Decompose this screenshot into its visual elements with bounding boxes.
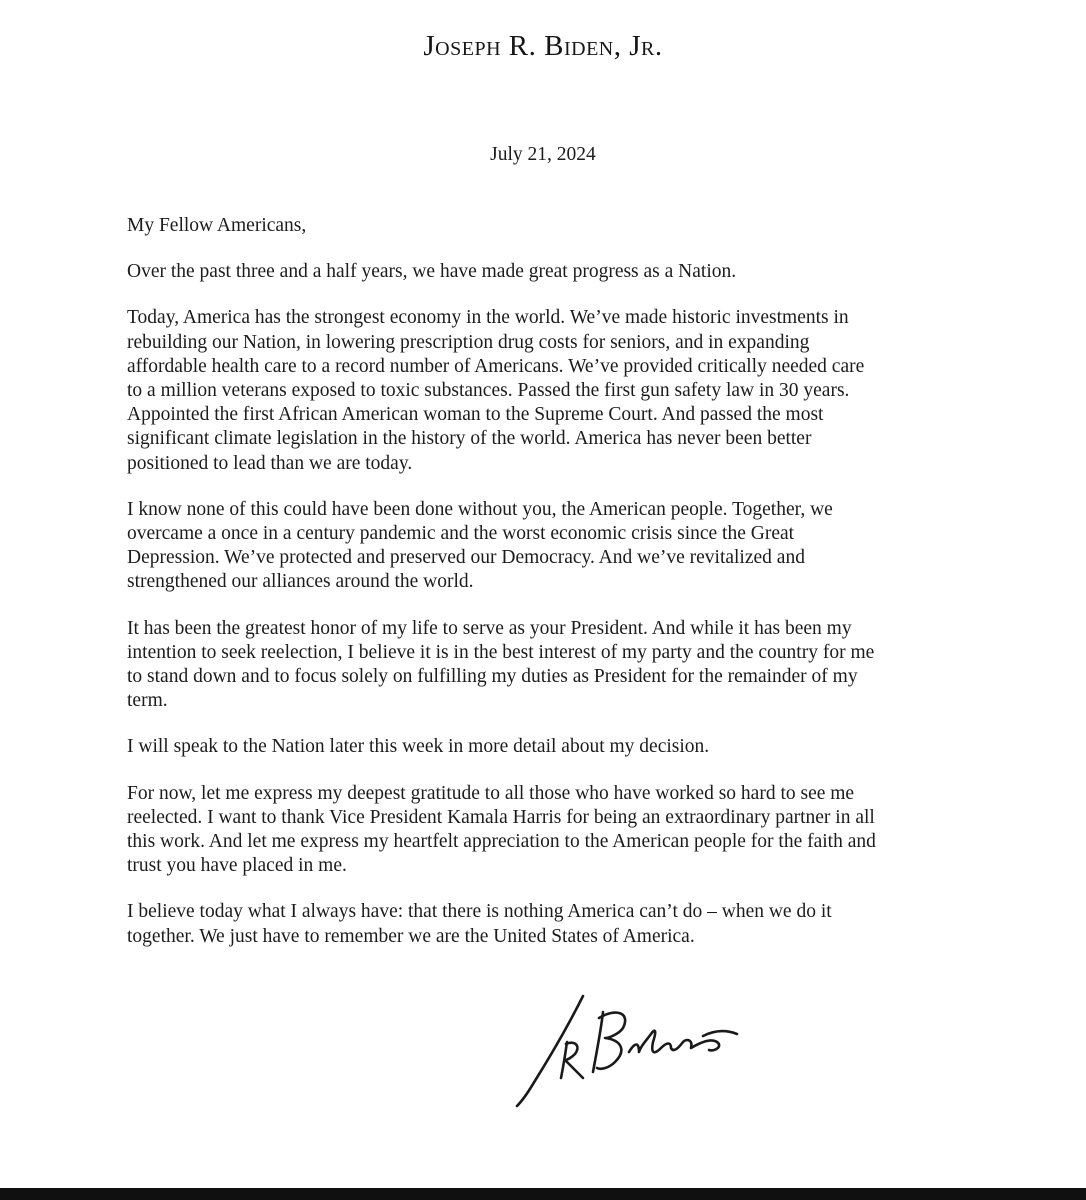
paragraph-line: For now, let me express my deepest gratitude to all those who have worked so hard to see me (127, 782, 855, 804)
paragraph-line: intention to seek reelection, I believe it is in the best interest of my party and the country for me (127, 641, 875, 663)
paragraph-4 (127, 617, 957, 714)
paragraph-line: Depression. We’ve protected and preserved our Democracy. And we’ve revitalized and (127, 547, 805, 569)
paragraph-line: It has been the greatest honor of my life to serve as your President. And while it has been my (127, 617, 852, 639)
signature (505, 990, 775, 1110)
paragraph-line: term. (127, 690, 168, 712)
letter-body (127, 214, 957, 971)
paragraph-line: to a million veterans exposed to toxic substances. Passed the first gun safety law in 30 years. (127, 380, 850, 402)
paragraph-line: this work. And let me express my heartfelt appreciation to the American people for the faith and (127, 831, 876, 853)
paragraph-line: Appointed the first African American woman to the Supreme Court. And passed the most (127, 404, 824, 426)
paragraph-line: I will speak to the Nation later this week in more detail about my decision. (127, 736, 710, 758)
letter-date: July 21, 2024 (490, 144, 596, 165)
paragraph-line: I believe today what I always have: that there is nothing America can’t do – when we do it (127, 901, 832, 923)
paragraph-line: strengthened our alliances around the world. (127, 571, 474, 593)
paragraph-line: Over the past three and a half years, we have made great progress as a Nation. (127, 261, 737, 283)
paragraph-line: to stand down and to focus solely on fulfilling my duties as President for the remainder of my (127, 666, 858, 688)
salutation: My Fellow Americans, (127, 215, 307, 236)
paragraph-line: Today, America has the strongest economy in the world. We’ve made historic investments in (127, 307, 849, 329)
paragraph-2 (127, 306, 957, 475)
paragraph-line: trust you have placed in me. (127, 855, 347, 877)
paragraph-line: rebuilding our Nation, in lowering prescription drug costs for seniors, and in expanding (127, 331, 810, 353)
page-bottom-edge (0, 1188, 1086, 1200)
paragraph-line: positioned to lead than we are today. (127, 452, 413, 474)
paragraph-line: significant climate legislation in the history of the world. America has never been better (127, 428, 812, 450)
paragraph-line: reelected. I want to thank Vice President Kamala Harris for being an extraordinary partner in all (127, 806, 875, 828)
paragraph-1 (127, 260, 957, 284)
signature-stroke (561, 1042, 583, 1078)
signature-stroke (517, 996, 583, 1106)
signature-stroke (593, 1012, 603, 1072)
paragraph-line: overcame a once in a century pandemic and the worst economic crisis since the Great (127, 523, 795, 545)
paragraph-line: affordable health care to a record number of Americans. We’ve provided critically needed care (127, 355, 865, 377)
paragraph-5 (127, 735, 957, 759)
paragraph-6 (127, 782, 957, 879)
paragraph-7 (127, 900, 957, 948)
signature-stroke (703, 1031, 737, 1036)
paragraph-line: I know none of this could have been done without you, the American people. Together, we (127, 498, 833, 520)
letterhead: Joseph R. Biden, Jr. (423, 30, 663, 62)
paragraph-line: together. We just have to remember we are the United States of America. (127, 925, 695, 947)
paragraph-3 (127, 498, 957, 595)
